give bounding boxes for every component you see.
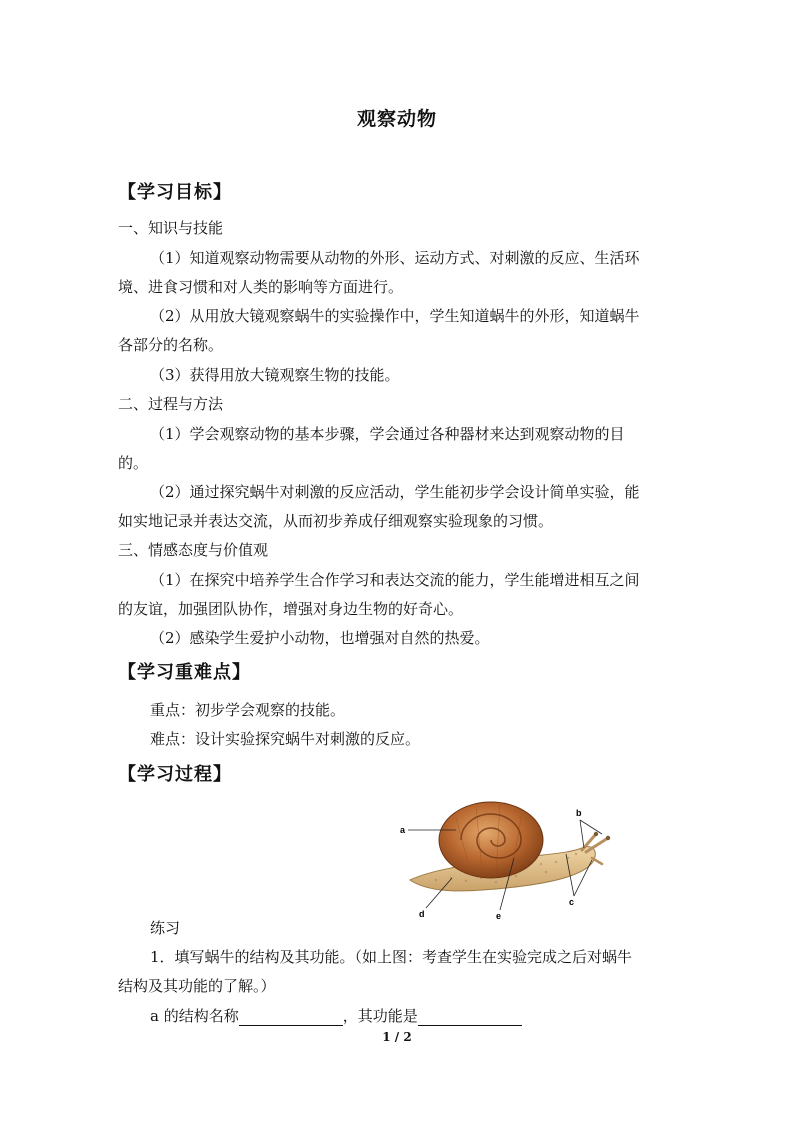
fill-prefix: a 的结构名称	[150, 1007, 239, 1025]
objectives-p3-2: （2）感染学生爱护小动物，也增强对自然的热爱。	[150, 629, 490, 647]
section-heading-key-points: 【学习重难点】	[118, 662, 251, 683]
objectives-p3-1-line1: （1）在探究中培养学生合作学习和表达交流的能力，学生能增进相互之间	[150, 571, 640, 589]
section-heading-objectives: 【学习目标】	[118, 182, 232, 203]
key-point-focus: 重点：初步学会观察的技能。	[150, 701, 346, 719]
objectives-p1-1-line1: （1）知道观察动物需要从动物的外形、运动方式、对刺激的反应、生活环	[150, 249, 640, 267]
objectives-p2-2-line1: （2）通过探究蜗牛对刺激的反应活动，学生能初步学会设计简单实验，能	[150, 483, 640, 501]
section-heading-process: 【学习过程】	[118, 764, 232, 785]
fill-in-line-a	[150, 1006, 522, 1026]
label-a: a	[400, 825, 406, 835]
objectives-p1-3: （3）获得用放大镜观察生物的技能。	[150, 366, 400, 384]
objectives-part2-title: 二、过程与方法	[118, 395, 224, 413]
page-number: 1 / 2	[382, 1030, 412, 1044]
answer-blank-function[interactable]	[418, 1007, 522, 1026]
page-title: 观察动物	[356, 108, 437, 130]
objectives-p1-2-line2: 各部分的名称。	[118, 336, 224, 354]
snail-diagram	[396, 798, 616, 923]
label-b: b	[576, 808, 582, 818]
objectives-p2-2-line2: 如实地记录并表达交流，从而初步养成仔细观察实验现象的习惯。	[118, 512, 554, 530]
objectives-p2-1-line1: （1）学会观察动物的基本步骤，学会通过各种器材来达到观察动物的目	[150, 425, 625, 443]
objectives-p2-1-line2: 的。	[118, 454, 149, 472]
objectives-p3-1-line2: 的友谊，加强团队协作，增强对身边生物的好奇心。	[118, 600, 464, 618]
label-e: e	[496, 911, 502, 921]
label-c: c	[569, 897, 575, 907]
objectives-part1-title: 一、知识与技能	[118, 219, 224, 237]
answer-blank-structure[interactable]	[239, 1007, 343, 1026]
question-1-line1: 1．填写蜗牛的结构及其功能。（如上图：考查学生在实验完成之后对蜗牛	[150, 948, 633, 966]
objectives-part3-title: 三、情感态度与价值观	[118, 541, 269, 559]
exercise-label: 练习	[150, 919, 181, 937]
objectives-p1-2-line1: （2）从用放大镜观察蜗牛的实验操作中，学生知道蜗牛的外形，知道蜗牛	[150, 307, 640, 325]
label-d: d	[419, 909, 425, 919]
question-1-line2: 结构及其功能的了解。）	[118, 977, 276, 995]
fill-middle: ，其功能是	[342, 1007, 418, 1025]
objectives-p1-1-line2: 境、进食习惯和对人类的影响等方面进行。	[118, 278, 404, 296]
key-point-difficulty: 难点：设计实验探究蜗牛对刺激的反应。	[150, 730, 421, 748]
